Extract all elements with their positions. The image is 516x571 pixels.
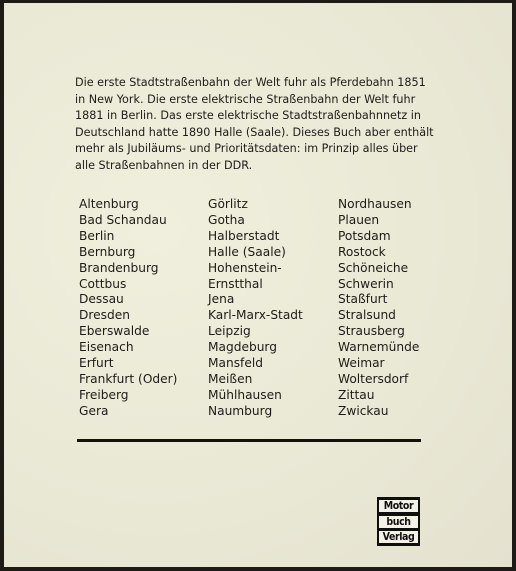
city-name: Mühlhausen bbox=[208, 387, 282, 402]
city-name: Dresden bbox=[79, 308, 130, 323]
city-name: Strausberg bbox=[338, 324, 405, 339]
city-name: Görlitz bbox=[208, 197, 248, 211]
city-name: Mansfeld bbox=[208, 356, 263, 371]
city-name: Woltersdorf bbox=[338, 371, 409, 386]
city-name: Zwickau bbox=[338, 403, 389, 418]
city-name: Rostock bbox=[338, 244, 386, 259]
city-name: Potsdam bbox=[338, 228, 391, 243]
logo-line: Motor bbox=[379, 500, 418, 512]
city-name: Jena bbox=[208, 292, 235, 307]
city-name: Berlin bbox=[79, 228, 115, 243]
city-name: Bad Schandau bbox=[79, 212, 167, 227]
city-name: Staßfurt bbox=[338, 292, 388, 307]
city-name: Leipzig bbox=[208, 324, 251, 339]
city-name: Freiberg bbox=[79, 387, 129, 402]
city-name: Karl-Marx-Stadt bbox=[208, 308, 303, 323]
book-back-cover bbox=[4, 3, 512, 567]
city-name: Warnemünde bbox=[338, 340, 420, 355]
city-list-column-3 bbox=[338, 197, 419, 420]
city-name: Schwerin bbox=[338, 276, 394, 291]
city-list-column-1 bbox=[79, 197, 177, 420]
city-name: Gera bbox=[79, 403, 109, 418]
horizontal-divider bbox=[77, 439, 421, 442]
city-name: Magdeburg bbox=[208, 340, 277, 355]
city-name: Brandenburg bbox=[79, 260, 159, 275]
city-name: Erfurt bbox=[79, 356, 114, 371]
city-name: Meißen bbox=[208, 371, 253, 386]
city-name: Zittau bbox=[338, 387, 375, 402]
city-name: Halberstadt bbox=[208, 228, 280, 243]
city-name: Plauen bbox=[338, 212, 380, 227]
city-name: Eisenach bbox=[79, 340, 134, 355]
city-name: Stralsund bbox=[338, 308, 396, 323]
publisher-logo bbox=[377, 497, 420, 546]
city-name: Eberswalde bbox=[79, 324, 150, 339]
city-name: Frankfurt (Oder) bbox=[79, 371, 178, 386]
city-name: Bernburg bbox=[79, 244, 136, 259]
city-name: Nordhausen bbox=[338, 197, 412, 211]
intro-paragraph: Die erste Stadtstraßenbahn der Welt fuhr als Pferdebahn 1851 in New York. Die erste elektrische Straßenbahn der Welt fuhr 1881 in Berlin. Das erste elektrische Stadtstraßenbahnnetz in Deutschland hatte 1890 Halle (Saale). Dieses Buch aber enthält mehr als Jubiläums- und Prioritätsdaten: im Prinzip alles über alle Straßenbahnen in der DDR. bbox=[75, 76, 434, 172]
city-name: Gotha bbox=[208, 212, 245, 227]
city-list-column-2 bbox=[208, 197, 303, 420]
city-name: Dessau bbox=[79, 292, 124, 307]
city-name: Halle (Saale) bbox=[208, 244, 286, 259]
city-name: Ernstthal bbox=[208, 276, 263, 291]
city-name: Altenburg bbox=[79, 197, 139, 211]
city-name: Hohenstein- bbox=[208, 260, 282, 275]
logo-line: buch bbox=[379, 516, 418, 528]
logo-line: Verlag bbox=[379, 531, 418, 543]
city-name: Cottbus bbox=[79, 276, 127, 291]
city-name: Naumburg bbox=[208, 403, 273, 418]
city-name: Weimar bbox=[338, 356, 385, 371]
city-name: Schöneiche bbox=[338, 260, 409, 275]
